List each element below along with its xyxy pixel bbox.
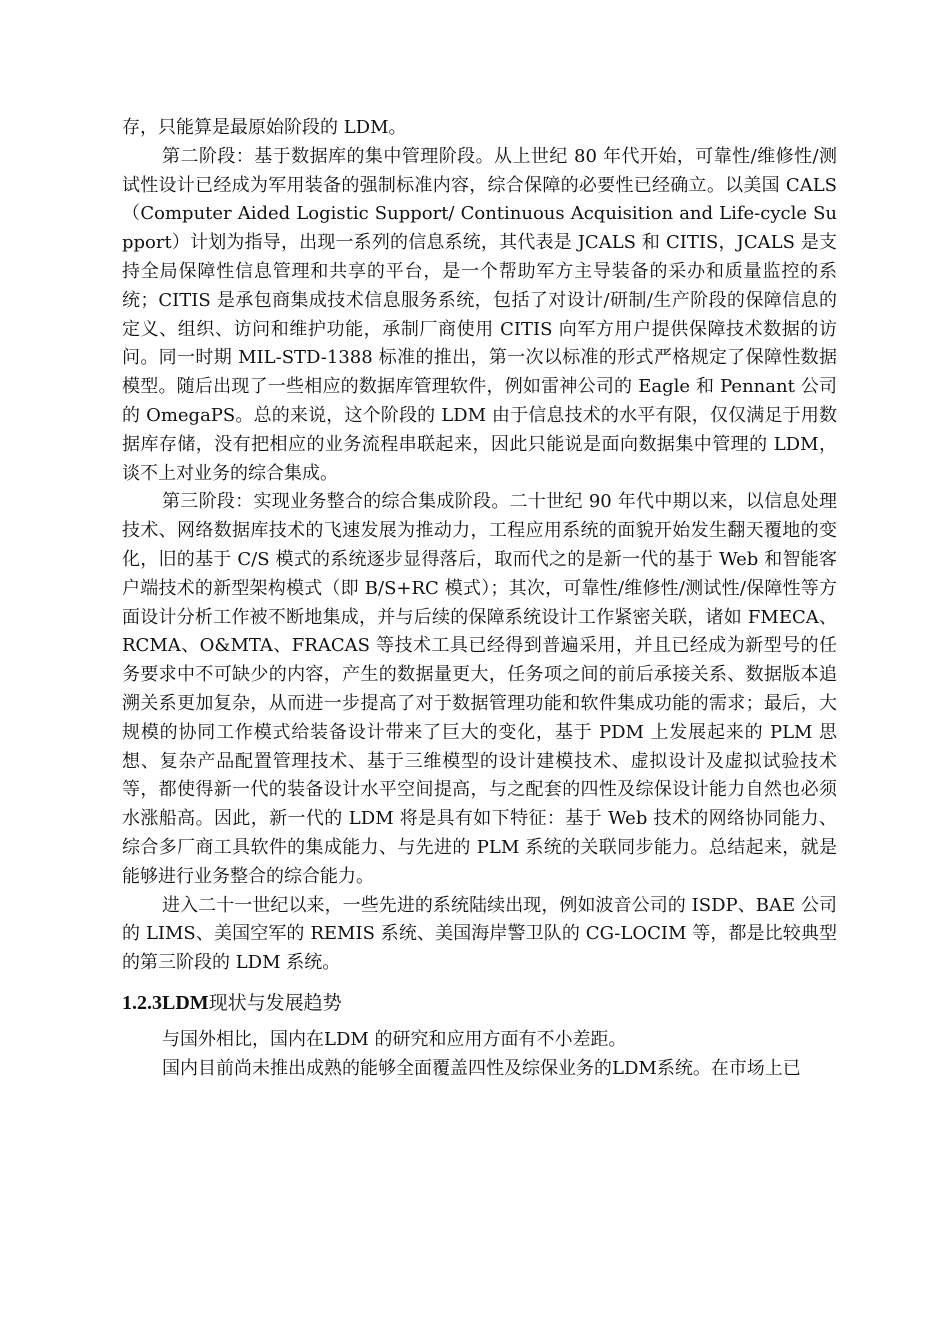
paragraph-stage-three: 第三阶段：实现业务整合的综合集成阶段。二十世纪 90 年代中期以来，以信息处理技术、网络数据库技术的飞速发展为推动力，工程应用系统的面貌开始发生翻天覆地的变化，旧的基于 C/S 模式的系统逐步显得落后，取而代之的是新一代的基于 Web 和智能客户端技术的新型架构模式（即 B/S+RC 模式）；其次，可靠性/维修性/测试性/保障性等方面设计分析工作被不断地集成，并与后续的保障系统设计工作紧密关联，诸如 FMECA、RCMA、O&MTA、FRACAS 等技术工具已经得到普遍采用，并且已经成为新型号的任务要求中不可缺少的内容，产生的数据量更大，任务项之间的前后承接关系、数据版本追溯关系更加复杂，从而进一步提高了对于数据管理功能和软件集成功能的需求；最后，大规模的协同工作模式给装备设计带来了巨大的变化，基于 PDM 上发展起来的 PLM 思想、复杂产品配置管理技术、基于三维模型的设计建模技术、虚拟设计及虚拟试验技术等，都使得新一代的装备设计水平空间提高，与之配套的四性及综保设计能力自然也必须水涨船高。因此，新一代的 LDM 将是具有如下特征：基于 Web 技术的网络协同能力、综合多厂商工具软件的集成能力、与先进的 PLM 系统的关联同步能力。总结起来，就是能够进行业务整合的综合能力。 [122,491,837,887]
paragraph-domestic-gap: 与国外相比，国内在LDM 的研究和应用方面有不小差距。 [162,1028,627,1050]
paragraph-domestic-status: 国内目前尚未推出成熟的能够全面覆盖四性及综保业务的LDM系统。在市场上已 [162,1057,801,1079]
section-heading-text: 现状与发展趋势 [208,991,342,1014]
paragraph-twenty-first-century: 进入二十一世纪以来，一些先进的系统陆续出现，例如波音公司的 ISDP、BAE 公司的 LIMS、美国空军的 REMIS 系统、美国海岸警卫队的 CG-LOCIM 等，都是比较典型的第三阶段的 LDM 系统。 [122,894,837,974]
paragraph-stage-two: 第二阶段：基于数据库的集中管理阶段。从上世纪 80 年代开始，可靠性/维修性/测试性设计已经成为军用装备的强制标准内容，综合保障的必要性已经确立。以美国 CALS（Computer Aided Logistic Support/ Continuous Acquisition and Life-cycle Support）计划为指导，出现一系列的信息系统，其代表是 JCALS 和 CITIS，JCALS 是支持全局保障性信息管理和共享的平台，是一个帮助军方主导装备的采办和质量监控的系统；CITIS 是承包商集成技术信息服务系统，包括了对设计/研制/生产阶段的保障信息的定义、组织、访问和维护功能，承制厂商使用 CITIS 向军方用户提供保障技术数据的访问。同一时期 MIL-STD-1388 标准的推出，第一次以标准的形式严格规定了保障性数据模型。随后出现了一些相应的数据库管理软件，例如雷神公司的 Eagle 和 Pennant 公司的 OmegaPS。总的来说，这个阶段的 LDM 由于信息技术的水平有限，仅仅满足于用数据库存储，没有把相应的业务流程串联起来，因此只能说是面向数据集中管理的 LDM，谈不上对业务的综合集成。 [122,145,837,484]
paragraph-continuation: 存，只能算是最原始阶段的 LDM。 [122,117,407,138]
document-page [122,114,837,1084]
section-heading [122,988,837,1018]
section-heading-number: 1.2.3LDM [122,991,209,1014]
